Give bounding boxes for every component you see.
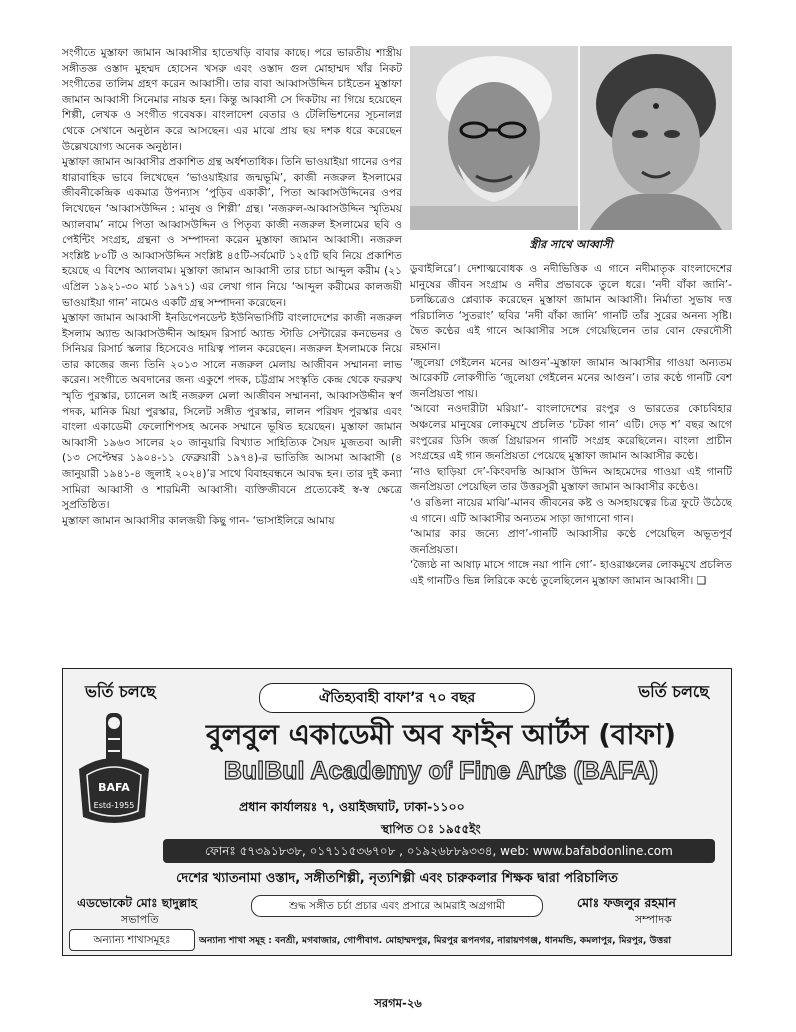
- bafa-logo-icon: [73, 709, 155, 829]
- secretary-name: মোঃ ফজলুর রহমান: [577, 895, 676, 910]
- tradition-banner: [259, 683, 535, 713]
- head-office: প্রধান কার্যালয়ঃ ৭, ওয়াইজঘাট, ঢাকা-১১০০: [239, 799, 465, 814]
- article-paragraph: ‘জুলেয়া গেইলেন মনের আগুন’-মুস্তাফা জামান আব্বাসীর গাওয়া অন্যতম আরেকটি লোকগীতি ‘জুলেয়া গেইলেন মনের আগুন’। তার কণ্ঠে গানটি বেশ জনপ্রিয়তা পায়।: [410, 356, 732, 400]
- article-paragraph: মুস্তাফা জামান আব্বাসীর কালজয়ী কিছু গান- ‘ভাসাইলিরে আমায়: [62, 514, 335, 527]
- article-right-column: [410, 262, 732, 674]
- academy-name-en: BulBul Academy of Fine Arts (BAFA): [223, 757, 659, 785]
- bafa-logo: [73, 709, 155, 829]
- contact-info: ফোনঃ ৫৭৩৯১৮৩৮, ০১৭১১৫৩৬৭০৮ , ০১৯২৬৮৮৯৩৩৪, web: www.bafabdonline.com: [205, 844, 673, 858]
- established: স্থাপিত ঃ ১৯৫৫ইং: [381, 822, 481, 836]
- branches-label-box: [69, 929, 195, 951]
- motto: শুদ্ধ সঙ্গীত চর্চা প্রচার এবং প্রসারে আমরাই অগ্রগামী: [289, 900, 505, 912]
- portrait-man-illustration: [410, 46, 578, 230]
- article-paragraph: মুস্তাফা জামান আব্বাসী ইনডিপেনডেন্ট ইউনিভার্সিটি বাংলাদেশের কাজী নজরুল ইসলাম অ্যান্ড আব্বাসউদ্দীন আহমদ রিসার্চ অ্যান্ড স্টাডি সেন্টারের কনভেনর ও সিনিয়র রিসার্চ স্কলার হিসেবেও দায়িত্ব পালন করেছেন। নজরুল ইসলামকে নিয়ে তার কাজের জন্য তিনি ২০১৩ সালে নজরুল মেলায় আজীবন সম্মাননা লাভ করেন। সংগীতে অবদানের জন্য একুশে পদক, চট্টগ্রাম সংস্কৃতি কেন্দ্র থেকে ফররুখ স্মৃতি পুরস্কার, চ্যানেল আই নজরুল মেলা আজীবন সম্মাননা, আব্বাসউদ্দীন স্বর্ণ পদক, মানিক মিয়া পুরস্কার, সিলেট সঙ্গীত পুরস্কার, লালন পরিষদ পুরস্কার এবং বাংলা একাডেমী ফেলোশিপসহ অনেক সম্মানে ভূষিত হয়েছেন। মুস্তাফা জামান আব্বাসী ১৯৬৩ সালের ২০ জানুয়ারি বিখ্যাত সাহিত্যিক সৈয়দ মুজতবা আলী (১৩ সেপ্টেম্বর ১৯০৪-১১ ফেব্রুয়ারী ১৯৭৪)-র ভাতিজি আসমা আব্বাসী (৪ জানুয়ারী ১৯৪১-৪ জুলাই ২০২৪)’র সাথে বিবাহবন্ধনে আবদ্ধ হন। তার দুই কন্যা সামিরা আব্বাসী ও শারমিনী আব্বাসী। ব্যক্তিজীবনে প্রত্যেকেই স্ব-স্ব ক্ষেত্রে সুপ্রতিষ্ঠিত।: [62, 312, 402, 512]
- admission-left: ভর্তি চলছে: [85, 682, 156, 701]
- photo-abbasi: [410, 46, 578, 230]
- page-number: সরগম-২৬: [374, 996, 422, 1010]
- bafa-advertisement: [62, 668, 732, 956]
- article-paragraph: ডুবাইলিরে’। দেশাত্মবোধক ও নদীভিত্তিক এ গানে নদীমাতৃক বাংলাদেশের মানুষের জীবন সংগ্রাম ও নদীর প্রভাবকে তুলে ধরে। ‘নদী বাঁকা জানি’- চলচ্চিত্রেও প্লেব্যাক করেছেন মুস্তাফা জামান আব্বাসী। নির্মাতা সুভাষ দত্ত পরিচালিত ‘সুতরাং’ ছবির ‘নদী বাঁকা জানি’ গানটি তাঁর সুরের অনন্য সৃষ্টি। দ্বৈত কণ্ঠের এই গানে আব্বাসীর সঙ্গে গেয়েছিলেন তার বোন ফেরদৌসী রহমান।: [410, 263, 732, 353]
- article-paragraph: ‘জ্যৈষ্ঠ না আষাঢ় মাসে গাঙ্গে নয়া পানি গো’- হাওরাঞ্চলের লোকমুখে প্রচলিত এই গানটিও ভিন্ন লিরিকে কণ্ঠে তুলেছিলেন মুস্তাফা জামান আব্বাসী। ❑: [410, 559, 732, 587]
- article-paragraph: ‘ও রঙিলা নায়ের মাঝি’-মানব জীবনের কষ্ট ও অসহায়ত্বের চিত্র ফুটে উঠেছে এ গানে। এটি আব্বাসীর অন্যতম সাড়া জাগানো গান।: [410, 496, 732, 525]
- article-paragraph: ‘আমার কার জন্যে প্রাণ’-গানটি আব্বাসীর কণ্ঠে পেয়েছিল অভূতপূর্ব জনপ্রিয়তা।: [410, 528, 732, 556]
- president-name: এডভোকেট মোঃ ছাদুল্লাহ: [77, 896, 198, 910]
- president-title: সভাপতি: [121, 913, 159, 926]
- branches-list: অন্যান্য শাখা সমূহ : বনশ্রী, মগবাজার, গোপীবাগ. মোহাম্মদপুর, মিরপুর রূপনগর, নারায়ণগঞ্জ, ধানমন্ডি, কমলাপুর, মিরপুর, উত্তরা: [199, 935, 672, 946]
- tradition-banner-text: ঐতিহ্যবাহী বাফা’র ৭০ বছর: [318, 690, 476, 706]
- branches-label: অন্যান্য শাখাসমূহঃ: [93, 934, 171, 946]
- photo-wife: [580, 46, 732, 230]
- article-paragraph: মুস্তাফা জামান আব্বাসীর প্রকাশিত গ্রন্থ অর্ধশতাধিক। তিনি ভাওয়াইয়া গানের ওপর ধারাবাহিক ভাবে লিখেছেন ‘ভাওয়াইয়ার জন্মভূমি’, কাজী নজরুল ইসলামের জীবনীকেন্দ্রিক একমাত্র উপন্যাস ‘পুড়িব একাকী’, পিতা আব্বাসউদ্দিনের ওপর লিখেছেন ‘আব্বাসউদ্দিন : মানুষ ও শিল্পী’ গ্রন্থ। ‘নজরুল-আব্বাসউদ্দিন স্মৃতিময় অ্যালবাম’ নামে পিতা আব্বাসউদ্দিন ও পিতৃব্য কাজী নজরুল ইসলামের ছবি ও পেইন্টিং সংগ্রহ, গ্রন্থনা ও সম্পাদনা করেন মুস্তাফা জামান আব্বাসী। নজরুল সংশ্লিষ্ট ৮০টি ও আব্বাসউদ্দিন সংশ্লিষ্ট ৪৫টি-সর্বমোট ১২৫টি ছবি নিয়ে প্রকাশিত হয়েছে এ বিশেষ অ্যালবাম। মুস্তাফা জামান আব্বাসী তার চাচা আব্দুল করীম (২১ এপ্রিল ১৯২১-৩০ মার্চ ১৯৭১) এর লেখা গান নিয়ে ‘আব্দুল করীমের কালজয়ী ভাওয়াইয়া গান’ নামেও একটি গ্রন্থ সম্পাদনা করেছেন।: [62, 156, 402, 309]
- contact-bar: [163, 839, 715, 863]
- article-paragraph: ‘নাও ছাড়িয়া দে’-কিংবদন্তি আব্বাস উদ্দিন আহমেদের গাওয়া এই গানটি জনপ্রিয়তা পেয়েছিল তার উত্তরসূরী মুস্তাফা জামান আব্বাসীর কণ্ঠেও।: [410, 465, 732, 494]
- portrait-woman-illustration: [580, 46, 732, 230]
- tagline: দেশের খ্যাতনামা ওস্তাদ, সঙ্গীতশিল্পী, নৃত্যশিল্পী এবং চারুকলার শিক্ষক দ্বারা পরিচালিত: [176, 871, 618, 886]
- photo-caption: স্ত্রীর সাথে আব্বাসী: [529, 238, 613, 251]
- motto-box: [251, 895, 543, 917]
- article-paragraph: সংগীতে মুস্তাফা জামান আব্বাসীর হাতেখড়ি বাবার কাছে। পরে ভারতীয় শাস্ত্রীয় সঙ্গীতজ্ঞ ওস্তাদ মুহম্মদ হোসেন খসরু এবং ওস্তাদ গুল মোহাম্মদ খাঁর নিকট সংগীতের তালিম গ্রহণ করেন আব্বাসী। তার বাবা আব্বাসউদ্দিন চাইতেন মুস্তাফা জামান আব্বাসী সিনেমার নায়ক হন। কিন্তু আব্বাসী সে দিকটায় না গিয়ে হয়েছেন শিল্পী, লেখক ও সংগীত গবেষক। বাংলাদেশ বেতার ও টেলিভিশনের সূচনালগ্ন থেকে সেখানে অনুষ্ঠান করে আসছেন। এর মাঝে প্রায় ছয় দশক ধরে করেছেন উল্লেখযোগ্য অনেক অনুষ্ঠান।: [62, 47, 402, 153]
- logo-text: BAFA: [98, 781, 130, 794]
- logo-estd: Estd-1955: [93, 801, 135, 810]
- secretary-title: সম্পাদক: [635, 913, 672, 926]
- article-left-column: [62, 46, 402, 676]
- academy-name-bn: বুলবুল একাডেমী অব ফাইন আর্টস (বাফা): [205, 718, 677, 751]
- admission-right: ভর্তি চলছে: [638, 682, 709, 701]
- article-paragraph: ‘আবো নওদারীটা মরিয়া’- বাংলাদেশের রংপুর ও ভারতের কোচবিহার অঞ্চলের মানুষের লোকমুখে প্রচলিত ‘চটকা গান’ এটি। দেড় শ’ বছর আগে রংপুরের ডিসি জর্জ গ্রিয়ারসন গানটি সংগ্রহ করেছিলেন। বাংলা প্রাচীন সংগ্রহের এই গান জনপ্রিয়তা পেয়েছে মুস্তাফা জামান আব্বাসীর কণ্ঠে।: [410, 403, 732, 463]
